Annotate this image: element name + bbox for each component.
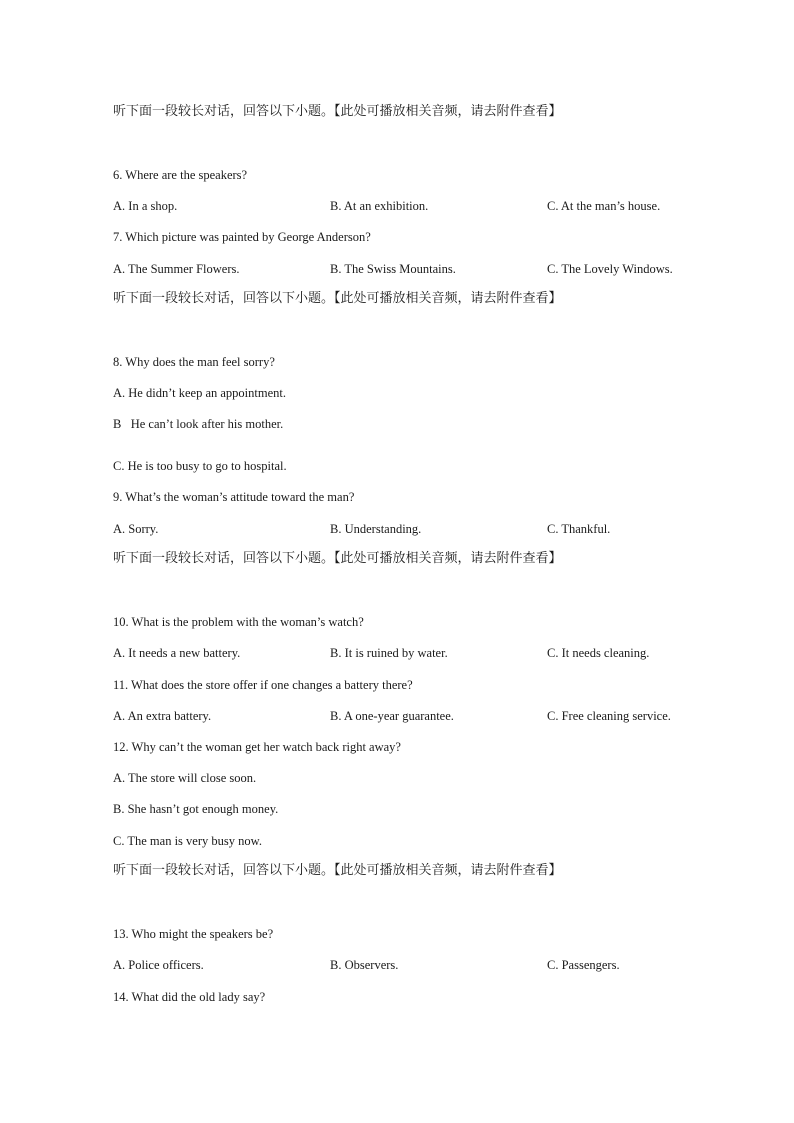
q12-option-c: C. The man is very busy now. xyxy=(113,834,262,848)
q7-option-c: C. The Lovely Windows. xyxy=(547,262,673,276)
section-instruction-4: 听下面一段较长对话，回答以下小题。【此处可播放相关音频，请去附件查看】 xyxy=(113,863,562,878)
q8-option-b: B He can’t look after his mother. xyxy=(113,417,284,431)
question-13: 13. Who might the speakers be? xyxy=(113,927,274,941)
q6-option-c: C. At the man’s house. xyxy=(547,199,661,213)
q8-option-c: C. He is too busy to go to hospital. xyxy=(113,459,287,473)
q9-option-c: C. Thankful. xyxy=(547,522,611,536)
question-14: 14. What did the old lady say? xyxy=(113,990,266,1004)
question-7: 7. Which picture was painted by George Anderson? xyxy=(113,230,371,244)
q13-option-b: B. Observers. xyxy=(330,958,399,972)
question-11: 11. What does the store offer if one changes a battery there? xyxy=(113,678,413,692)
q11-option-c: C. Free cleaning service. xyxy=(547,709,671,723)
section-instruction-2: 听下面一段较长对话，回答以下小题。【此处可播放相关音频，请去附件查看】 xyxy=(113,291,562,306)
question-8: 8. Why does the man feel sorry? xyxy=(113,355,275,369)
section-instruction-1: 听下面一段较长对话，回答以下小题。【此处可播放相关音频，请去附件查看】 xyxy=(113,104,562,119)
question-12: 12. Why can’t the woman get her watch back right away? xyxy=(113,740,401,754)
q7-option-a: A. The Summer Flowers. xyxy=(113,262,240,276)
question-9: 9. What’s the woman’s attitude toward the man? xyxy=(113,490,355,504)
q9-option-a: A. Sorry. xyxy=(113,522,159,536)
q13-option-c: C. Passengers. xyxy=(547,958,620,972)
question-10: 10. What is the problem with the woman’s watch? xyxy=(113,615,364,629)
q11-option-a: A. An extra battery. xyxy=(113,709,212,723)
q12-option-b: B. She hasn’t got enough money. xyxy=(113,802,279,816)
q13-option-a: A. Police officers. xyxy=(113,958,204,972)
section-instruction-3: 听下面一段较长对话，回答以下小题。【此处可播放相关音频，请去附件查看】 xyxy=(113,551,562,566)
question-6: 6. Where are the speakers? xyxy=(113,168,248,182)
q10-option-b: B. It is ruined by water. xyxy=(330,646,448,660)
q11-option-b: B. A one-year guarantee. xyxy=(330,709,454,723)
q10-option-c: C. It needs cleaning. xyxy=(547,646,650,660)
q12-option-a: A. The store will close soon. xyxy=(113,771,257,785)
q10-option-a: A. It needs a new battery. xyxy=(113,646,241,660)
q6-option-a: A. In a shop. xyxy=(113,199,178,213)
q6-option-b: B. At an exhibition. xyxy=(330,199,429,213)
q9-option-b: B. Understanding. xyxy=(330,522,422,536)
q8-option-a: A. He didn’t keep an appointment. xyxy=(113,386,286,400)
q7-option-b: B. The Swiss Mountains. xyxy=(330,262,456,276)
